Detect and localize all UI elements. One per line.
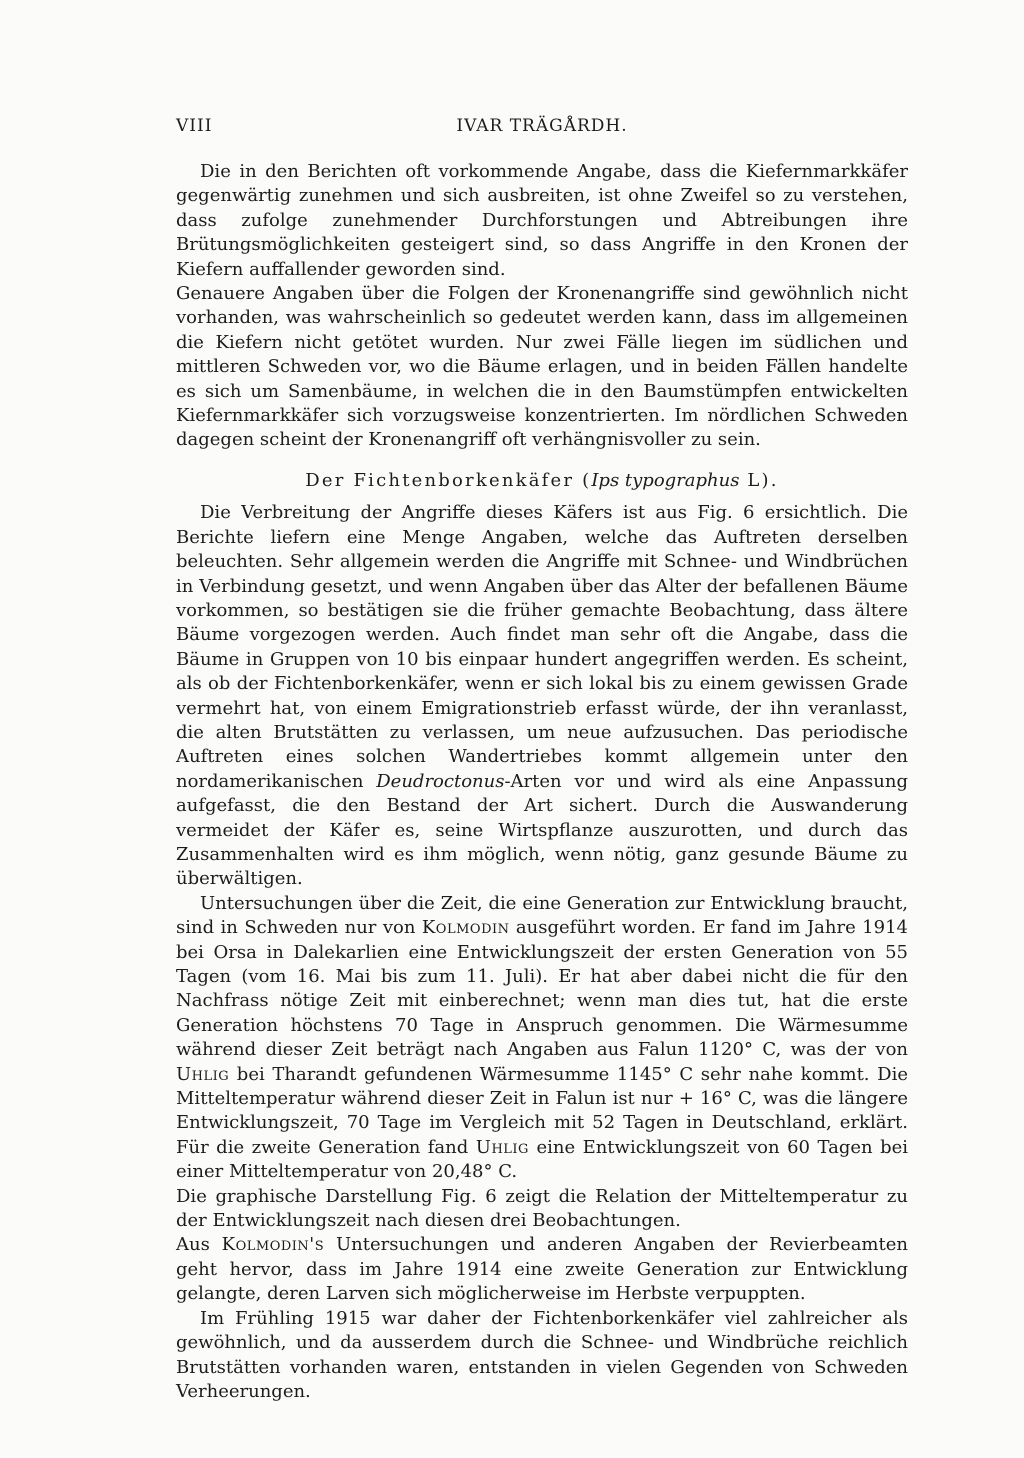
paragraph-4-part-c: bei Tharandt gefundenen Wärmesumme 1145° C sehr nahe kommt. Die Mitteltemperatur während dieser Zeit in Falun ist nur + 16° C, was die längere Entwicklungszeit, 70 Tage im Vergleich mit 52 Tagen in Deutschland, erklärt. Für die zweite Generation fand [176,1063,908,1158]
author-name-uhlig: Uhlig [176,1063,230,1085]
paragraph-6 [176,1233,908,1306]
paragraph-4-part-b: ausgeführt worden. Er fand im Jahre 1914 bei Orsa in Dalekarlien eine Entwicklungszeit der ersten Generation von 55 Tagen (vom 16. Mai bis zum 11. Juli). Er hat aber dabei nicht die für den Nachfrass nötige Zeit mit einberechnet; wenn man dies tut, hat die erste Generation höchstens 70 Tage in Anspruch genommen. Die Wärmesumme während dieser Zeit beträgt nach Angaben aus Falun 1120° C, was der von [176,917,908,1061]
running-header [176,116,908,142]
section-heading [176,469,908,493]
paragraph-2: Genauere Angaben über die Folgen der Kronenangriffe sind gewöhnlich nicht vorhanden, was wahrscheinlich so gedeutet werden kann, dass im allgemeinen die Kiefern nicht getötet wurden. Nur zwei Fälle liegen im südlichen und mittleren Schweden vor, wo die Bäume erlagen, und in beiden Fällen handelte es sich um Samenbäume, in welchen die in den Baumstümpfen entwickelten Kiefernmarkkäfer sich vorzugsweise konzentrierten. Im nördlichen Schweden dagegen scheint der Kronenangriff oft verhängnisvoller zu sein. [176,283,908,451]
body-text [176,160,908,1404]
genus-name: Deudroctonus [376,770,505,792]
paragraph-4-part-a: Untersuchungen über die Zeit, die eine Generation zur Entwicklung braucht, sind in Schweden nur von [176,892,908,939]
paragraph-4 [176,892,908,1185]
section-heading-prefix: Der Fichtenborkenkäfer ( [305,469,592,491]
page-number: VIII [176,116,213,136]
paragraph-4-part-d: eine Entwicklungszeit von 60 Tagen bei einer Mitteltemperatur von 20,48° C. [176,1136,909,1183]
section-heading-suffix: L). [739,469,779,491]
paragraph-5: Die graphische Darstellung Fig. 6 zeigt die Relation der Mitteltemperatur zu der Entwicklungszeit nach diesen drei Beobachtungen. [176,1185,908,1232]
paragraph-3 [176,501,908,892]
paragraph-6-part-a: Aus [176,1234,222,1256]
paragraph-3-part-b: -Arten vor und wird als eine Anpassung aufgefasst, die den Bestand der Art sichert. Durch die Auswanderung vermeidet der Käfer es, seine Wirtspflanze auszurotten, und durch das Zusammenhalten wird es ihm möglich, wenn nötig, ganz gesunde Bäume zu überwältigen. [176,770,908,890]
paragraph-3-part-a: Die Verbreitung der Angriffe dieses Käfers ist aus Fig. 6 ersichtlich. Die Berichte liefern eine Menge Angaben, welche das Auftreten derselben beleuchten. Sehr allgemein werden die Angriffe mit Schnee- und Windbrüchen in Verbindung gesetzt, und wenn Angaben über das Alter der befallenen Bäume vorkommen, so bestätigen sie die früher gemachte Beobachtung, dass ältere Bäume vorgezogen werden. Auch findet man sehr oft die Angabe, dass die Bäume in Gruppen von 10 bis einpaar hundert angegriffen werden. Es scheint, als ob der Fichtenborkenkäfer, wenn er sich lokal bis zu einem gewissen Grade vermehrt hat, von einem Emigrationstrieb erfasst würde, der ihn veranlasst, die alten Brutstätten zu verlassen, um neue aufzusuchen. Das periodische Auftreten eines solchen Wandertriebes kommt allgemein unter den nordamerikanischen [176,502,908,792]
paragraph-7: Im Frühling 1915 war daher der Fichtenborkenkäfer viel zahlreicher als gewöhnlich, und da ausserdem durch die Schnee- und Windbrüche reichlich Brutstätten vorhanden waren, entstanden in vielen Gegenden von Schweden Verheerungen. [176,1307,908,1402]
species-name: Ips typographus [591,469,740,491]
author-name-uhlig-2: Uhlig [475,1136,529,1158]
author-name-kolmodin: Kolmodin [421,917,510,939]
paragraph-6-part-b: Untersuchungen und anderen Angaben der Revierbeamten geht hervor, dass im Jahre 1914 eine zweite Generation zur Entwicklung gelangte, deren Larven sich möglicherweise im Herbste verpuppten. [176,1234,908,1305]
paragraph-1: Die in den Berichten oft vorkommende Angabe, dass die Kiefernmarkkäfer gegenwärtig zunehmen und sich ausbreiten, ist ohne Zweifel so zu verstehen, dass zufolge zunehmender Durchforstungen und Abtreibungen ihre Brütungsmöglichkeiten gesteigert sind, so dass Angriffe in den Kronen der Kiefern auffallender geworden sind. [176,161,908,280]
running-title: IVAR TRÄGÅRDH. [456,116,628,136]
author-name-kolmodins: Kolmodin's [221,1234,325,1256]
